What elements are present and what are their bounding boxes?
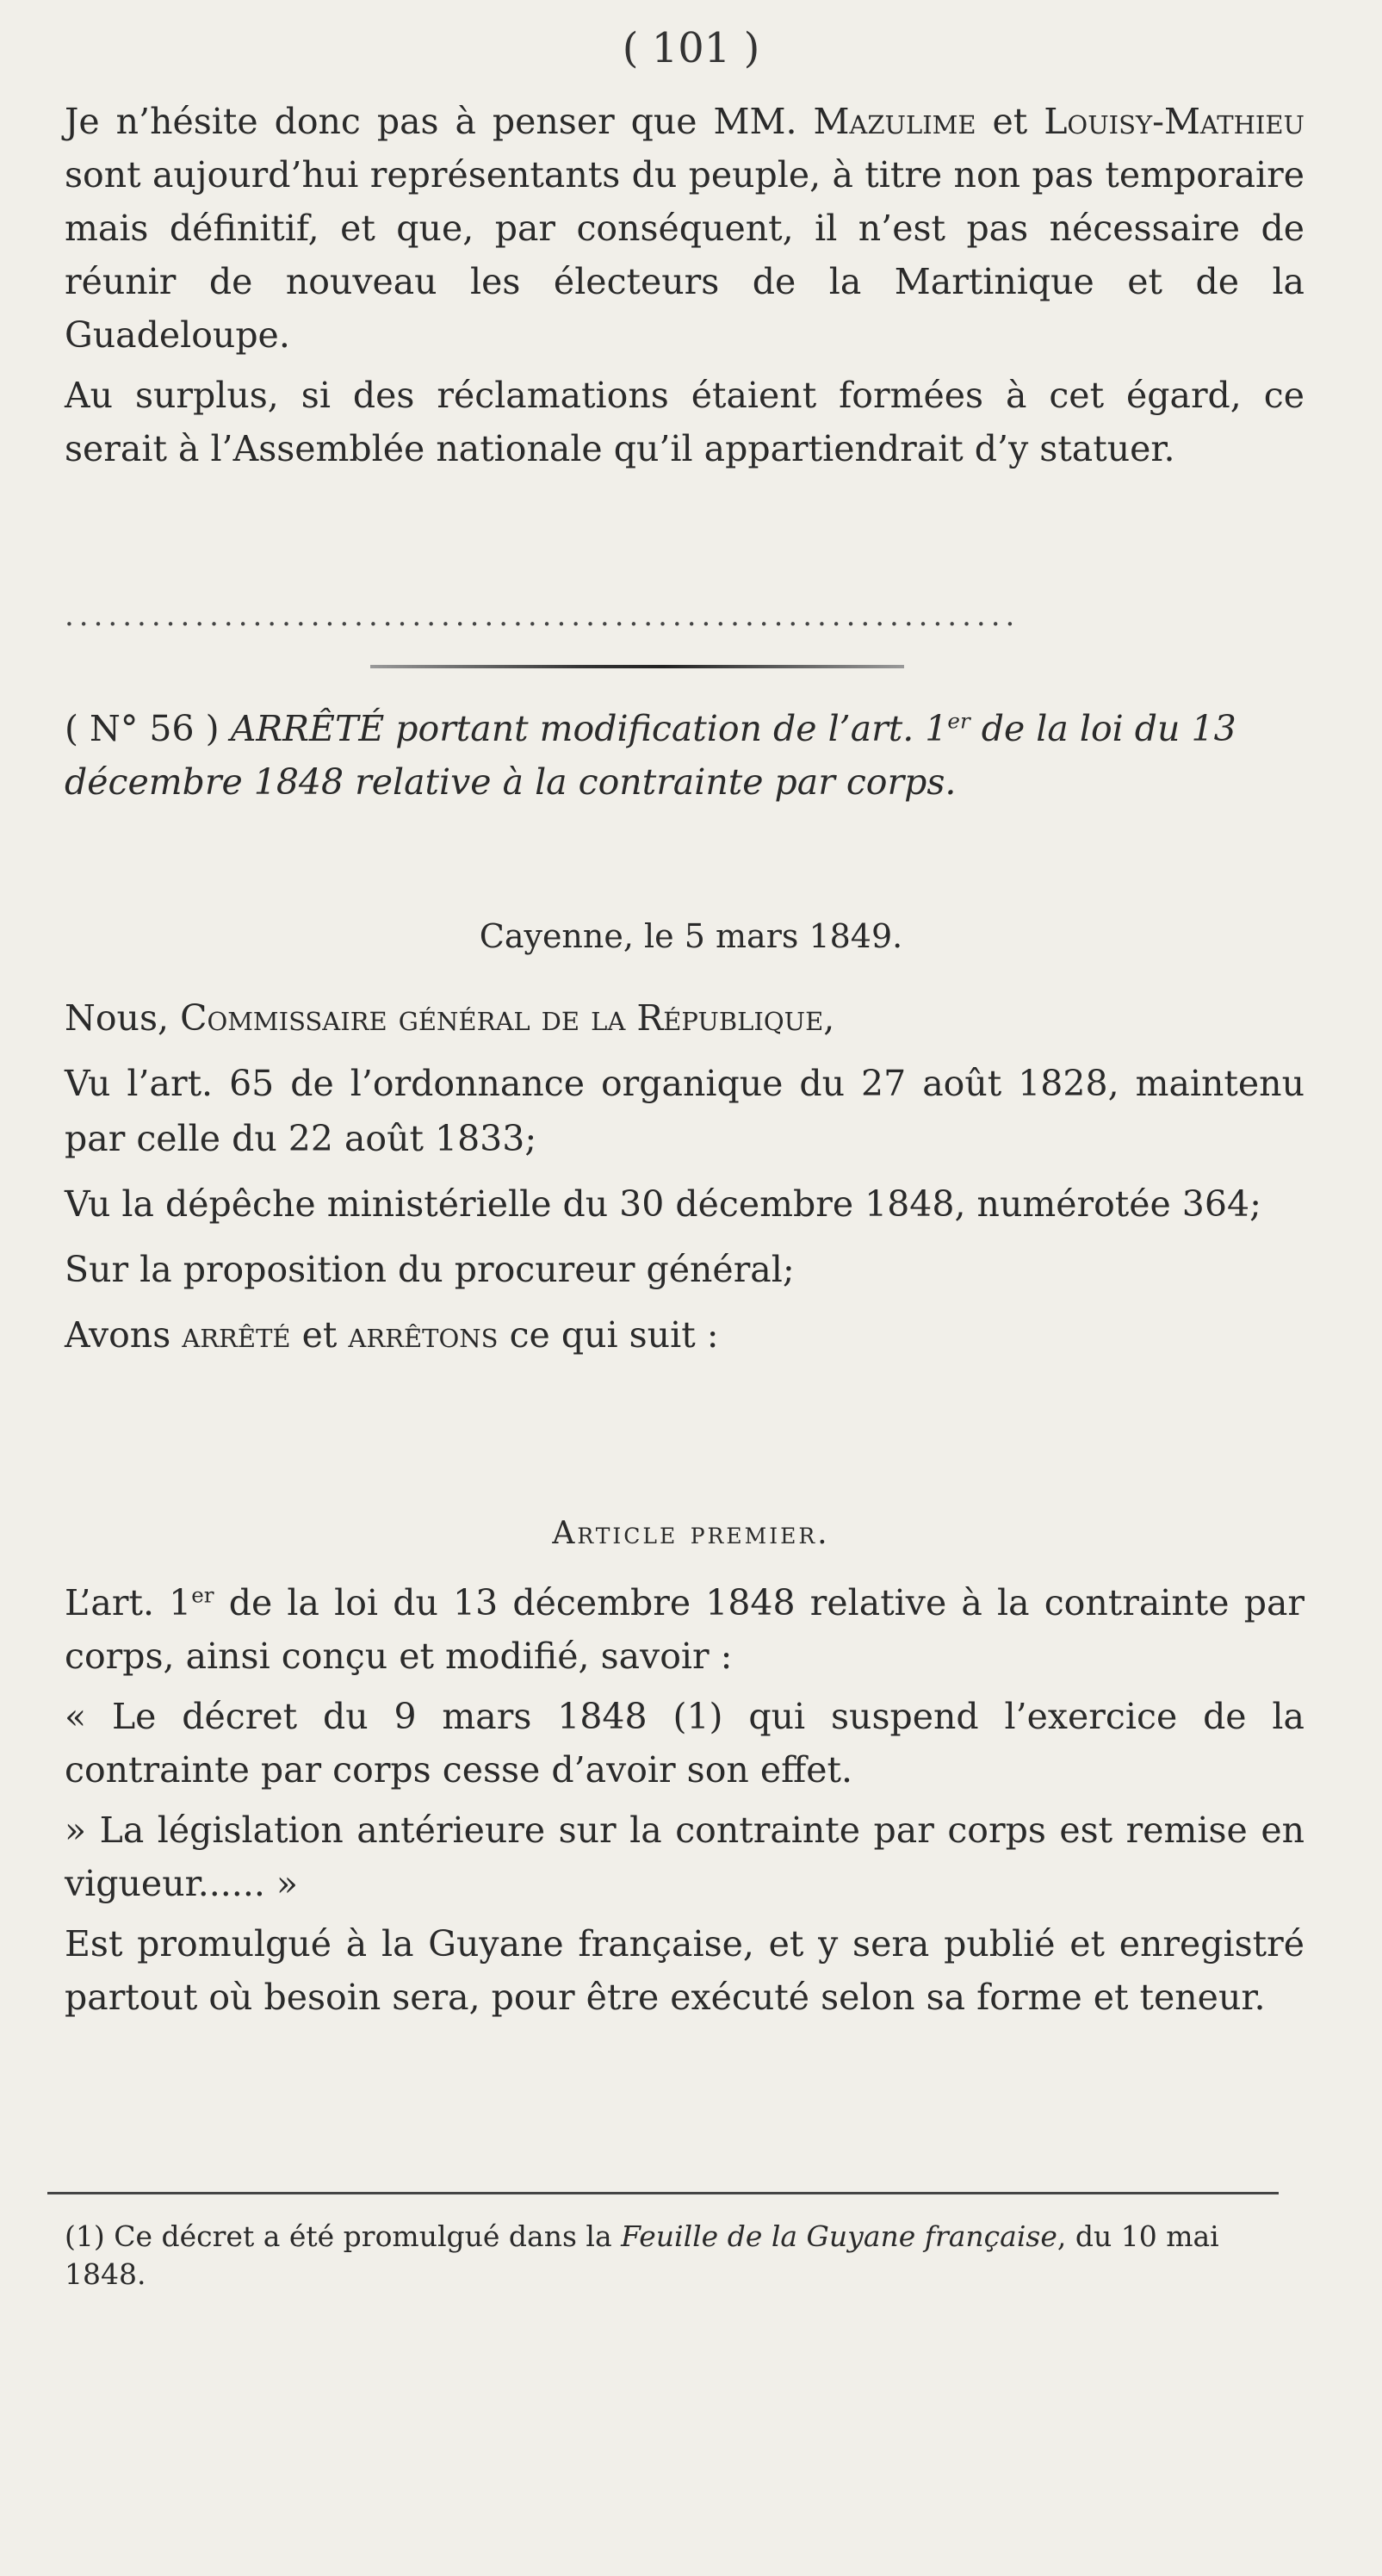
- avons-text-a: Avons: [65, 1314, 183, 1356]
- intro-paragraph-2: Au surplus, si des réclamations étaient formées à cet égard, ce serait à l’Assemblée nationale qu’il appartiendrait d’y statuer.: [65, 375, 1305, 469]
- article-p1-sup: er: [191, 1582, 214, 1608]
- nous-comma: ,: [823, 997, 835, 1039]
- avons-line: [65, 1307, 1305, 1362]
- vu-paragraph-2: Vu la dépêche ministérielle du 30 décembre 1848, numérotée 364;: [65, 1183, 1261, 1225]
- intro-p1-text-c: sont aujourd’hui représentants du peuple, à titre non pas temporaire mais définitif, et que, par conséquent, il n’est pas nécessaire de réunir de nouveau les électeurs de la Martinique et de la Guadeloupe.: [65, 154, 1305, 356]
- decree-title-b: de la loi du 13 décembre 1848 relative à la contrainte par corps.: [65, 708, 1236, 803]
- decree-number: ( N° 56 ): [65, 708, 220, 749]
- nous-title: Commissaire général de la République: [180, 997, 824, 1039]
- intro-text: [65, 95, 1305, 475]
- intro-p1-text-a: Je n’hésite donc pas à penser que MM.: [65, 101, 814, 142]
- decree-preamble: [65, 990, 1305, 1362]
- article-paragraph-2: « Le décret du 9 mars 1848 (1) qui suspend l’exercice de la contrainte par corps cesse d’avoir son effet.: [65, 1696, 1305, 1791]
- article-p1-text-b: de la loi du 13 décembre 1848 relative à la contrainte par corps, ainsi conçu et modifié, savoir :: [65, 1582, 1305, 1677]
- nous-line: [65, 990, 1305, 1046]
- decree-title-a: ARRÊTÉ portant modification de l’art. 1: [230, 708, 948, 749]
- avons-text-b: et: [290, 1314, 349, 1356]
- footnote-text-b: , du 10 mai 1848.: [65, 2219, 1219, 2291]
- avons-arrete: arrêté: [182, 1314, 291, 1356]
- name-louisy-mathieu: Louisy-Mathieu: [1044, 101, 1305, 142]
- decree-title-sup: er: [947, 708, 970, 734]
- avons-text-c: ce qui suit :: [498, 1314, 719, 1356]
- intro-p1-text-b: et: [976, 101, 1044, 142]
- article-paragraph-4: Est promulgué à la Guyane française, et y sera publié et enregistré partout où besoin sera, pour être exécuté selon sa forme et teneur.: [65, 1923, 1305, 2018]
- avons-arretons: arrêtons: [348, 1314, 499, 1356]
- name-mazulime: Mazulime: [813, 101, 976, 142]
- article-p1-text-a: L’art. 1: [65, 1582, 192, 1623]
- vu-paragraph-1: Vu l’art. 65 de l’ordonnance organique du 27 août 1828, maintenu par celle du 22 août 1833;: [65, 1063, 1305, 1159]
- dotted-separator: ..................................................................: [65, 599, 1020, 633]
- footnote-journal-title: Feuille de la Guyane française: [621, 2219, 1057, 2253]
- footnote: [65, 2218, 1305, 2294]
- article-title: Article premier.: [552, 1516, 830, 1551]
- page-number: ( 101 ): [622, 24, 760, 72]
- footnote-text-a: (1) Ce décret a été promulgué dans la: [65, 2219, 622, 2253]
- article-paragraph-1: [65, 1576, 1305, 1683]
- article-body: [65, 1576, 1305, 2024]
- decree-heading: [65, 702, 1296, 809]
- section-rule: [370, 665, 904, 668]
- sur-paragraph: Sur la proposition du procureur général;: [65, 1249, 795, 1290]
- nous-text: Nous,: [65, 997, 181, 1039]
- footnote-rule: [47, 2192, 1279, 2194]
- intro-paragraph-1: [65, 95, 1305, 362]
- date-line: Cayenne, le 5 mars 1849.: [479, 917, 903, 955]
- article-paragraph-3: » La législation antérieure sur la contrainte par corps est remise en vigueur...... »: [65, 1809, 1305, 1904]
